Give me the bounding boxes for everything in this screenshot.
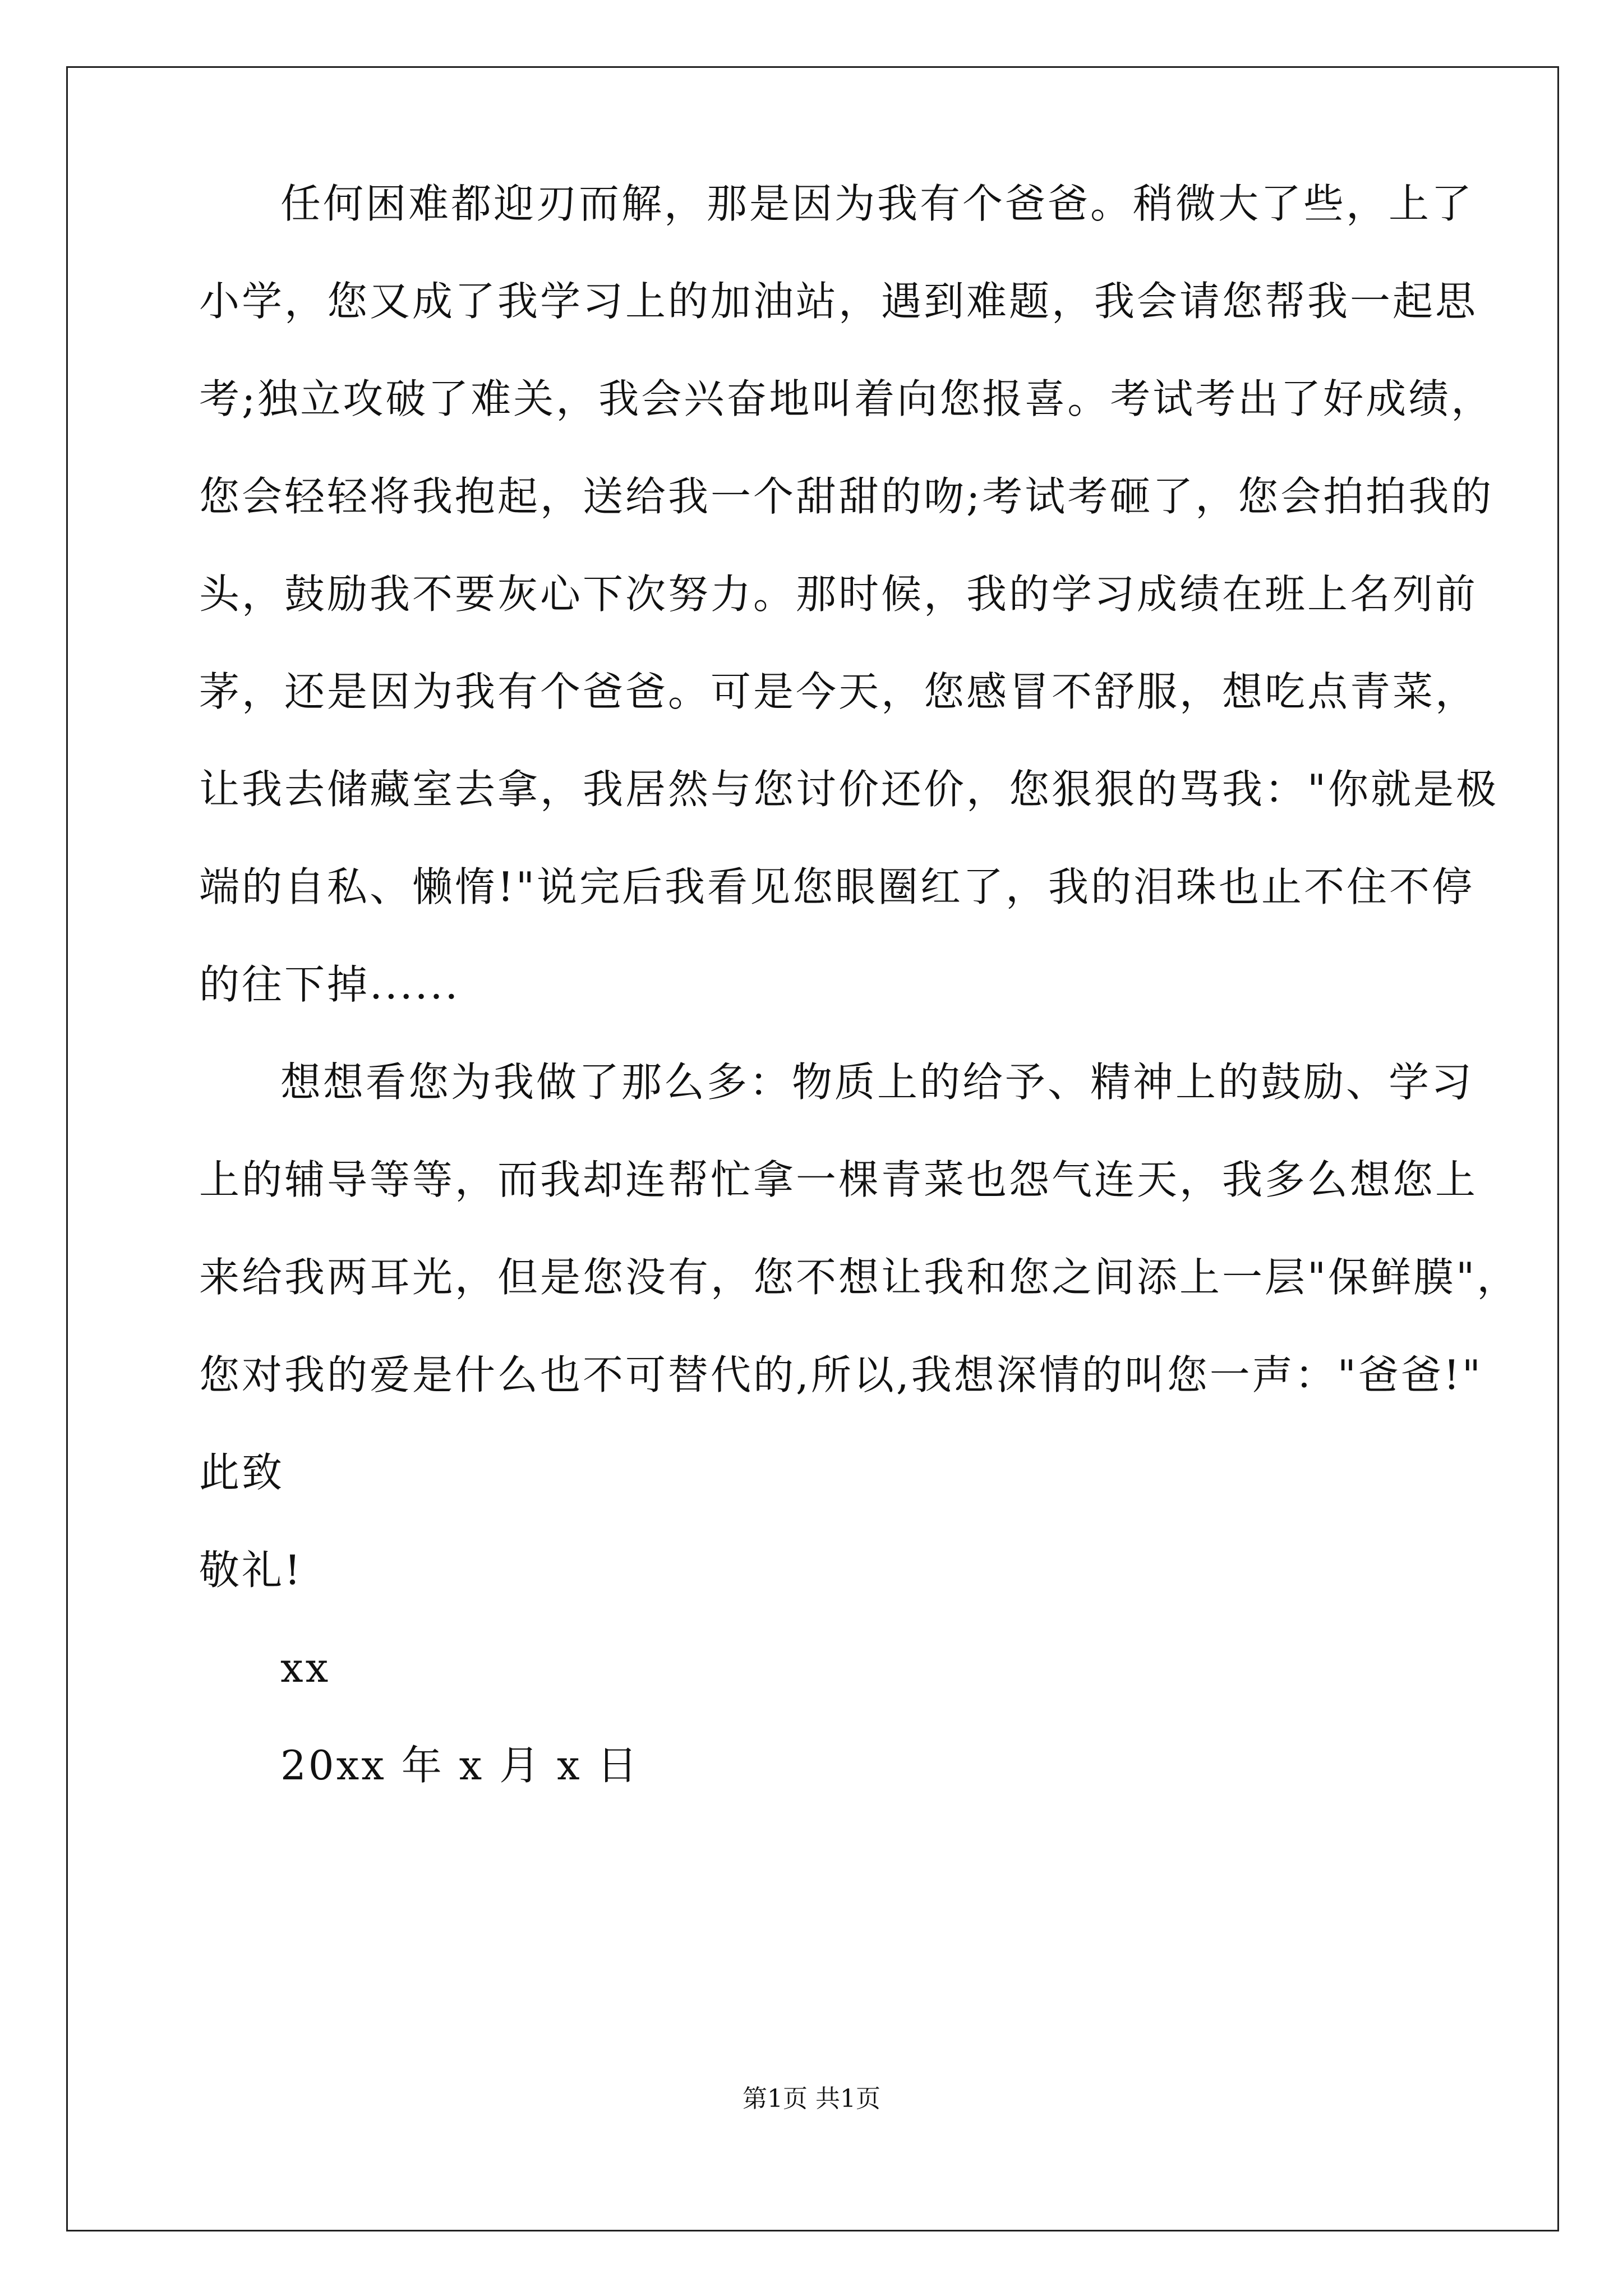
letter-date: 20xx 年 x 月 x 日 xyxy=(280,1742,640,1789)
paragraph-line: 上的辅导等等，而我却连帮忙拿一棵青菜也怨气连天，我多么想您上 xyxy=(199,1156,1478,1203)
paragraph-line: 的往下掉...... xyxy=(199,961,460,1008)
paragraph-line: 端的自私、懒惰!"说完后我看见您眼圈红了，我的泪珠也止不住不停 xyxy=(199,863,1475,910)
paragraph-line: 任何困难都迎刃而解，那是因为我有个爸爸。稍微大了些，上了 xyxy=(280,180,1474,227)
paragraph-line: 考;独立攻破了难关，我会兴奋地叫着向您报喜。考试考出了好成绩， xyxy=(199,375,1494,422)
paragraph-line: 您会轻轻将我抱起，送给我一个甜甜的吻;考试考砸了，您会拍拍我的 xyxy=(199,473,1494,520)
paragraph-line: 您对我的爱是什么也不可替代的,所以,我想深情的叫您一声："爸爸!" xyxy=(199,1351,1483,1398)
paragraph-line: 想想看您为我做了那么多：物质上的给予、精神上的鼓励、学习 xyxy=(280,1059,1474,1106)
closing-regards: 敬礼! xyxy=(199,1547,303,1594)
signature: xx xyxy=(280,1644,331,1691)
paragraph-line: 头，鼓励我不要灰心下次努力。那时候，我的学习成绩在班上名列前 xyxy=(199,570,1478,618)
closing-salutation: 此致 xyxy=(199,1449,285,1496)
paragraph-line: 小学，您又成了我学习上的加油站，遇到难题，我会请您帮我一起思 xyxy=(199,278,1478,325)
paragraph-line: 让我去储藏室去拿，我居然与您讨价还价，您狠狠的骂我："你就是极 xyxy=(199,766,1499,813)
page-number: 第1页 共1页 xyxy=(743,2085,880,2113)
paragraph-line: 来给我两耳光，但是您没有，您不想让我和您之间添上一层"保鲜膜"， xyxy=(199,1254,1520,1301)
paragraph-line: 茅，还是因为我有个爸爸。可是今天，您感冒不舒服，想吃点青菜， xyxy=(199,668,1478,715)
